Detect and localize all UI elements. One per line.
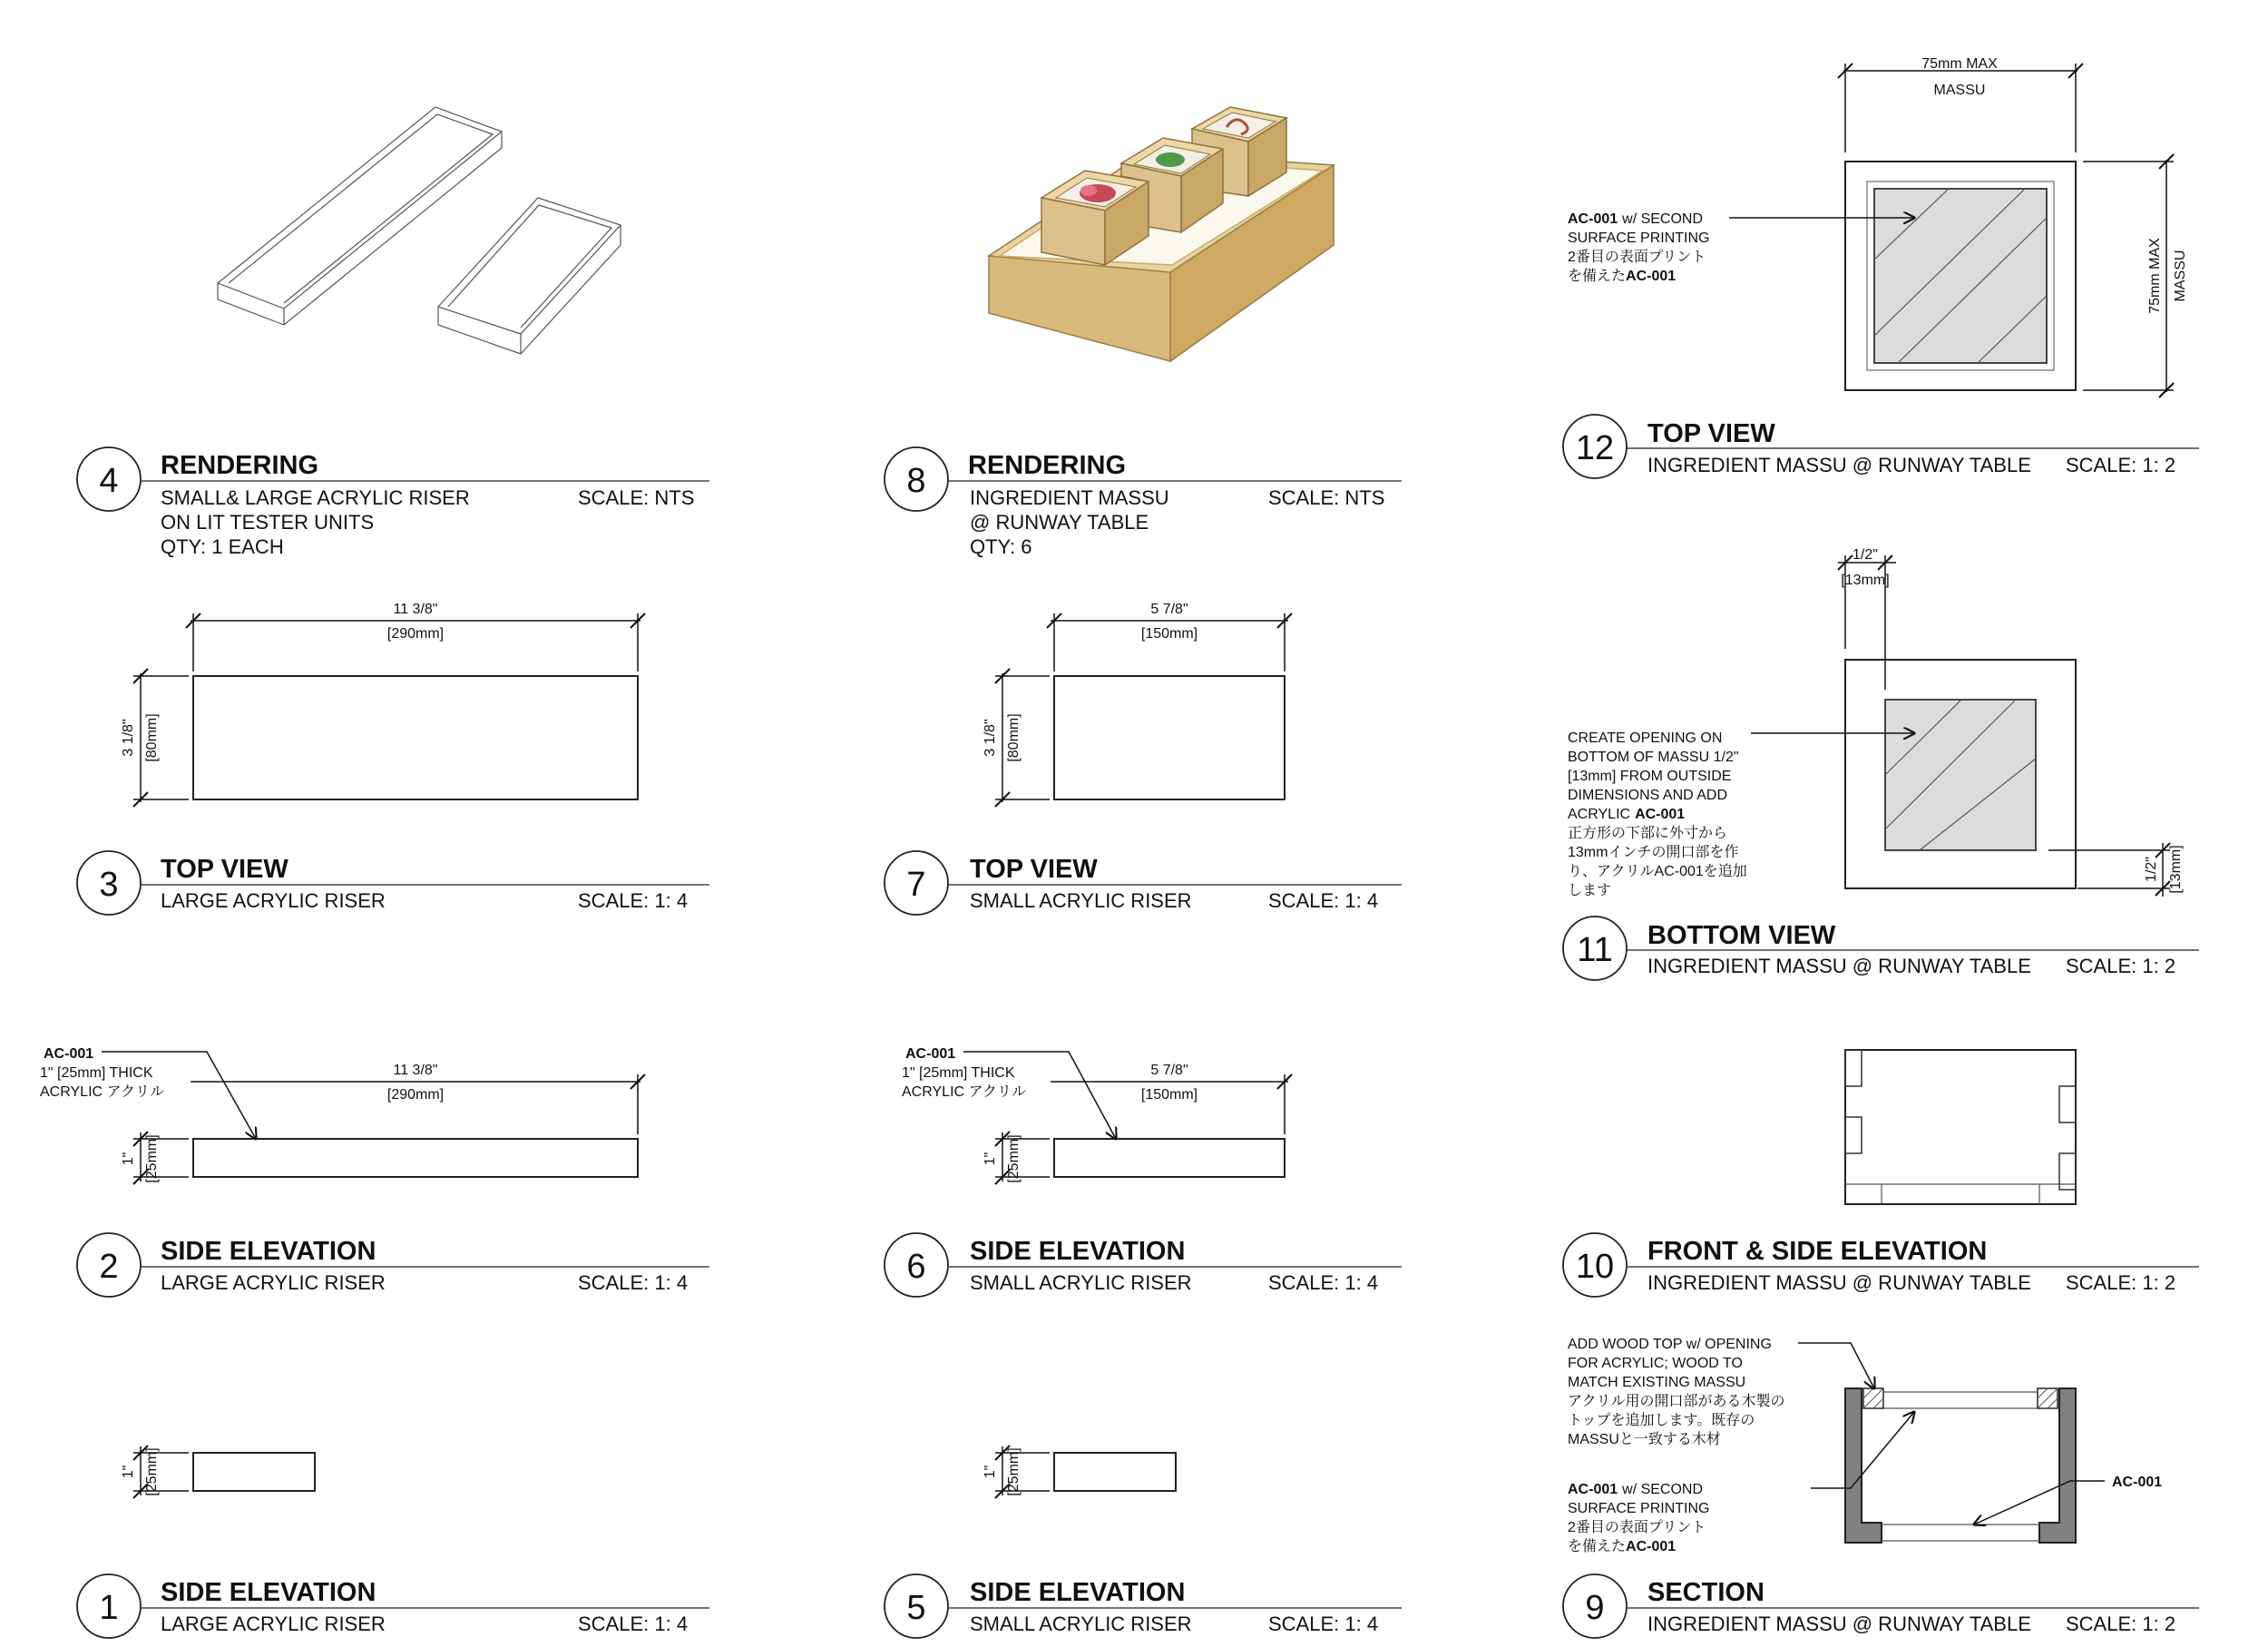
detail-subtitle: @ RUNWAY TABLE: [970, 511, 1149, 534]
detail-scale: SCALE: 1: 2: [2066, 1613, 2176, 1635]
detail-title: TOP VIEW: [161, 855, 288, 884]
dimension-label: [290mm]: [386, 626, 445, 642]
detail-scale: SCALE: 1: 2: [2066, 454, 2176, 476]
svg-text:AC-001w/ SECOND: AC-001 w/ SECOND: [1568, 1482, 1704, 1497]
detail-number: 12: [1575, 429, 1615, 467]
note-text: アクリル用の開口部がある木製の: [1568, 1394, 1785, 1409]
detail-number: 1: [99, 1589, 119, 1627]
svg-text:AC-001w/ SECOND: AC-001 w/ SECOND: [1568, 211, 1704, 227]
detail-title: RENDERING: [161, 451, 319, 480]
svg-text:を備えたAC-001: を備えたAC-001: [1568, 269, 1677, 284]
detail-scale: SCALE: 1: 4: [1268, 1613, 1379, 1635]
note-text: り、アクリルAC-001を追加: [1568, 864, 1747, 879]
large-riser-end-elevation: [121, 1446, 315, 1498]
detail-scale: SCALE: 1: 4: [1268, 889, 1379, 912]
note-text: DIMENSIONS AND ADD: [1568, 788, 1728, 803]
detail-title: BOTTOM VIEW: [1647, 921, 1836, 950]
detail-title: SIDE ELEVATION: [161, 1237, 376, 1266]
detail-scale: SCALE: NTS: [578, 486, 695, 509]
note-text: AC-001: [905, 1046, 956, 1062]
small-riser-end-elevation: [982, 1446, 1176, 1498]
rendering-ingredient-massu: [989, 107, 1334, 361]
dimension-label: [150mm]: [1140, 1087, 1198, 1103]
detail-number: 5: [906, 1589, 926, 1627]
large-riser-side-elevation: [40, 1046, 645, 1184]
note-text: 1" [25mm] THICK: [40, 1065, 153, 1081]
detail-8-title: [885, 447, 1402, 558]
rendering-acrylic-risers: [218, 107, 621, 354]
detail-number: 10: [1575, 1248, 1615, 1286]
detail-number: 7: [906, 866, 926, 904]
note-text: AC-001: [44, 1046, 94, 1062]
detail-4-title: [77, 447, 709, 558]
detail-title: SIDE ELEVATION: [970, 1237, 1186, 1266]
note-text: 13mmインチの開口部を作: [1568, 845, 1739, 860]
detail-title: SIDE ELEVATION: [161, 1578, 376, 1607]
massu-top-view: [1568, 56, 2188, 397]
note-text: CREATE OPENING ON: [1568, 730, 1723, 746]
massu-section: [1568, 1337, 2162, 1554]
detail-subtitle: INGREDIENT MASSU @ RUNWAY TABLE: [1647, 955, 2031, 977]
detail-6-title: [885, 1233, 1402, 1297]
detail-12-title: [1563, 415, 2199, 478]
dimension-label: 11 3/8": [393, 1063, 438, 1078]
detail-scale: SCALE: NTS: [1268, 486, 1385, 509]
detail-scale: SCALE: 1: 4: [1268, 1271, 1379, 1294]
dimension-label: 1/2": [2144, 857, 2159, 882]
detail-qty: QTY: 1 EACH: [161, 535, 284, 558]
detail-subtitle: SMALL ACRYLIC RISER: [970, 1271, 1192, 1294]
detail-scale: SCALE: 1: 2: [2066, 1271, 2176, 1294]
dimension-label: 1": [121, 1152, 136, 1166]
detail-5-title: [885, 1574, 1402, 1638]
svg-text:ACRYLICAC-001: ACRYLIC AC-001: [1568, 807, 1686, 822]
small-riser-side-elevation: [902, 1046, 1292, 1184]
dimension-label: 75mm MAX: [1921, 56, 1998, 72]
detail-1-title: [77, 1574, 709, 1638]
detail-title: FRONT & SIDE ELEVATION: [1647, 1237, 1988, 1266]
massu-bottom-view: [1568, 547, 2184, 898]
note-text: SURFACE PRINTING: [1568, 230, 1710, 246]
note-text: MASSUと一致する木材: [1568, 1432, 1721, 1447]
note-text: 2番目の表面プリント: [1568, 250, 1706, 265]
dimension-label: [13mm]: [2168, 845, 2184, 894]
detail-number: 4: [99, 462, 119, 500]
detail-title: RENDERING: [968, 451, 1127, 480]
detail-qty: QTY: 6: [970, 535, 1032, 558]
detail-number: 8: [906, 462, 926, 500]
note-text: ADD WOOD TOP w/ OPENING: [1568, 1337, 1772, 1352]
dimension-label: 1": [982, 1152, 998, 1166]
svg-text:を備えたAC-001: を備えたAC-001: [1568, 1539, 1677, 1554]
detail-subtitle: SMALL ACRYLIC RISER: [970, 889, 1192, 912]
dimension-label: [25mm]: [1006, 1134, 1022, 1183]
detail-scale: SCALE: 1: 2: [2066, 955, 2176, 977]
detail-11-title: [1563, 917, 2199, 980]
dimension-label: 3 1/8": [982, 719, 998, 757]
note-text: ACRYLIC アクリル: [902, 1084, 1027, 1100]
detail-subtitle: INGREDIENT MASSU @ RUNWAY TABLE: [1647, 1271, 2031, 1294]
dimension-label: [80mm]: [144, 713, 160, 762]
dimension-label: 11 3/8": [393, 602, 438, 617]
detail-number: 11: [1577, 931, 1613, 969]
dimension-label: [25mm]: [144, 1447, 160, 1496]
detail-scale: SCALE: 1: 4: [578, 889, 689, 912]
dimension-label: MASSU: [2173, 250, 2188, 302]
note-text: [13mm] FROM OUTSIDE: [1568, 769, 1732, 784]
detail-scale: SCALE: 1: 4: [578, 1613, 689, 1635]
note-text: BOTTOM OF MASSU 1/2": [1568, 750, 1739, 765]
dimension-label: 5 7/8": [1150, 1063, 1188, 1078]
detail-title: SIDE ELEVATION: [970, 1578, 1186, 1607]
dimension-label: [290mm]: [386, 1087, 445, 1103]
detail-subtitle: SMALL& LARGE ACRYLIC RISER: [161, 486, 470, 509]
note-text: SURFACE PRINTING: [1568, 1501, 1710, 1516]
dimension-label: 1/2": [1853, 547, 1878, 563]
note-text: トップを追加します。既存の: [1568, 1413, 1755, 1428]
detail-9-title: [1563, 1574, 2199, 1638]
dimension-label: [25mm]: [144, 1134, 160, 1183]
note-text: します: [1568, 883, 1612, 898]
detail-subtitle: LARGE ACRYLIC RISER: [161, 889, 386, 912]
note-text: ACRYLIC アクリル: [40, 1084, 165, 1100]
dimension-label: 5 7/8": [1150, 602, 1188, 617]
detail-number: 6: [906, 1248, 926, 1286]
detail-subtitle: INGREDIENT MASSU: [970, 486, 1169, 509]
detail-subtitle: LARGE ACRYLIC RISER: [161, 1613, 386, 1635]
note-text: 1" [25mm] THICK: [902, 1065, 1015, 1081]
dimension-label: [80mm]: [1006, 713, 1022, 762]
detail-number: 9: [1585, 1589, 1605, 1627]
dimension-label: 3 1/8": [121, 719, 136, 757]
detail-title: TOP VIEW: [1647, 419, 1775, 448]
detail-7-title: [885, 851, 1402, 915]
dimension-label: [25mm]: [1006, 1447, 1022, 1496]
detail-subtitle: SMALL ACRYLIC RISER: [970, 1613, 1192, 1635]
note-text: 正方形の下部に外寸から: [1568, 826, 1728, 841]
large-riser-top-view: [121, 602, 645, 807]
detail-number: 3: [99, 866, 119, 904]
massu-front-side-elevation: [1845, 1050, 2076, 1204]
note-text: MATCH EXISTING MASSU: [1568, 1375, 1746, 1390]
note-text: 2番目の表面プリント: [1568, 1520, 1706, 1535]
detail-scale: SCALE: 1: 4: [578, 1271, 689, 1294]
detail-subtitle: INGREDIENT MASSU @ RUNWAY TABLE: [1647, 454, 2031, 476]
dimension-label: [150mm]: [1140, 626, 1198, 642]
dimension-label: 75mm MAX: [2147, 238, 2163, 314]
small-riser-top-view: [982, 602, 1292, 807]
detail-title: TOP VIEW: [970, 855, 1098, 884]
detail-subtitle: ON LIT TESTER UNITS: [161, 511, 375, 534]
detail-title: SECTION: [1647, 1578, 1765, 1607]
detail-10-title: [1563, 1233, 2199, 1297]
detail-subtitle: INGREDIENT MASSU @ RUNWAY TABLE: [1647, 1613, 2031, 1635]
dimension-label: 1": [982, 1465, 998, 1479]
dimension-label: [13mm]: [1841, 573, 1890, 588]
dimension-label: MASSU: [1933, 83, 1986, 98]
detail-2-title: [77, 1233, 709, 1297]
note-text: FOR ACRYLIC; WOOD TO: [1568, 1356, 1743, 1371]
detail-subtitle: LARGE ACRYLIC RISER: [161, 1271, 386, 1294]
detail-number: 2: [99, 1248, 119, 1286]
dimension-label: 1": [121, 1465, 136, 1479]
detail-3-title: [77, 851, 709, 915]
note-text: AC-001: [2112, 1475, 2163, 1490]
